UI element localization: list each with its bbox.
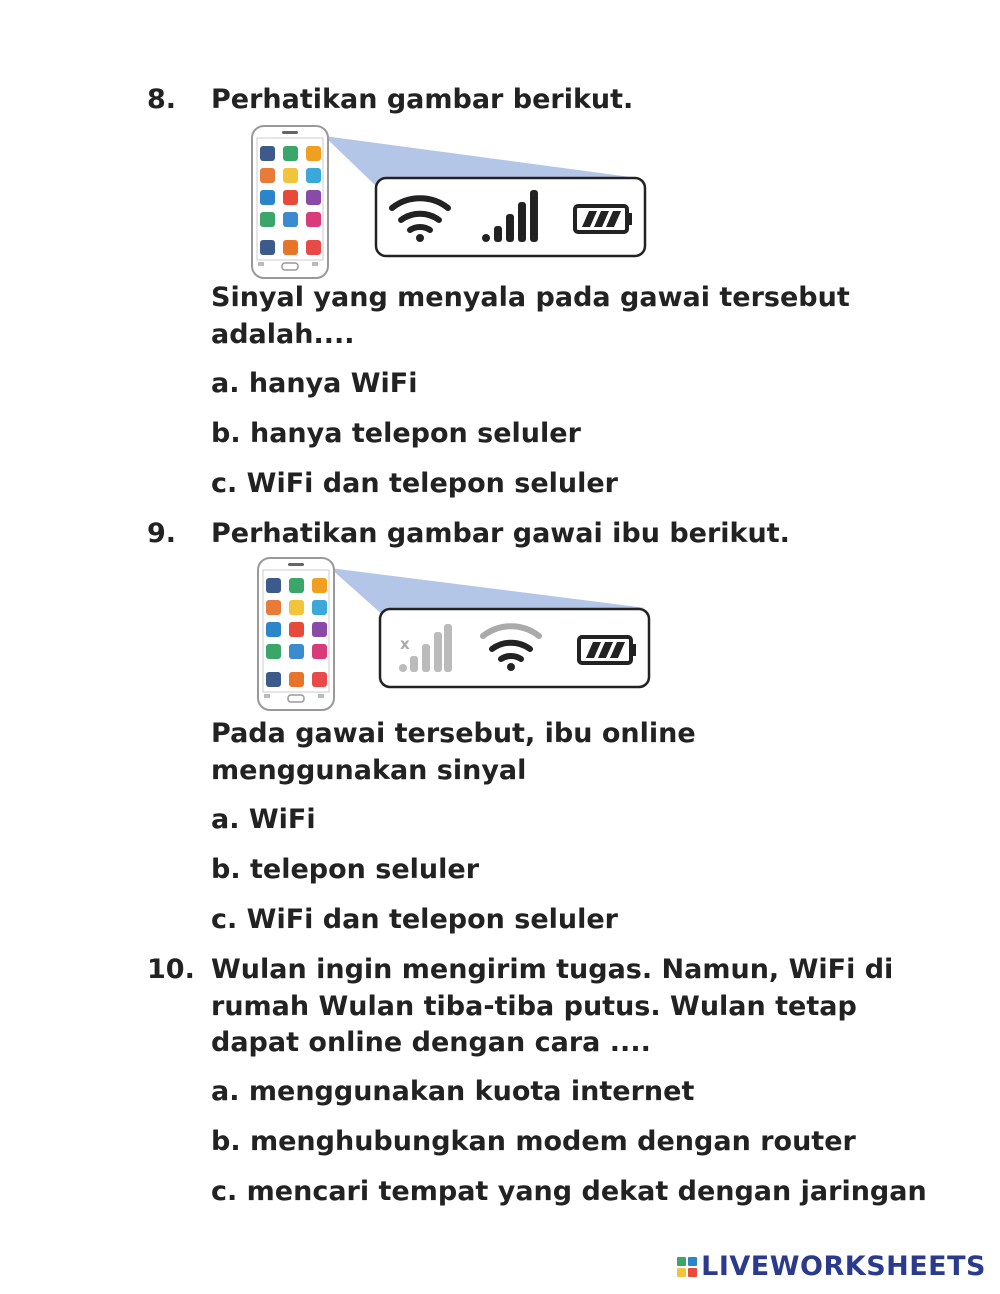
q8-question: Sinyal yang menyala pada gawai tersebut adalah.... [211,282,850,350]
phone-icon [258,558,334,710]
logo-mark-icon [677,1257,697,1277]
q9-phone-illustration [252,554,662,716]
phone-icon [252,126,328,278]
q8-phone-illustration [246,122,656,284]
q9-option-a[interactable]: a. WiFi [211,804,316,835]
q10-number: 10. [147,954,195,985]
q9-option-b[interactable]: b. telepon seluler [211,854,480,885]
q8-prompt: Perhatikan gambar berikut. [211,84,634,115]
q10-option-b[interactable]: b. menghubungkan modem dengan router [211,1126,856,1157]
q10-question: Wulan ingin mengirim tugas. Namun, WiFi di rumah Wulan tiba-tiba putus. Wulan tetap dapat online dengan cara .... [211,954,894,1058]
q9-prompt: Perhatikan gambar gawai ibu berikut. [211,518,790,549]
liveworksheets-logo[interactable] [677,1251,986,1282]
q8-number: 8. [147,84,177,115]
q10-option-a[interactable]: a. menggunakan kuota internet [211,1076,695,1107]
q8-option-b[interactable]: b. hanya telepon seluler [211,418,581,449]
cellular-off-mark: x [400,635,410,653]
q8-option-c[interactable]: c. WiFi dan telepon seluler [211,468,618,499]
q10-option-c[interactable]: c. mencari tempat yang dekat dengan jaringan [211,1176,927,1207]
q9-question: Pada gawai tersebut, ibu online menggunakan sinyal [211,718,696,786]
battery-icon [575,206,632,232]
q9-number: 9. [147,518,177,549]
logo-text: LIVEWORKSHEETS [701,1251,986,1282]
q9-option-c[interactable]: c. WiFi dan telepon seluler [211,904,618,935]
battery-icon [579,637,636,663]
q8-option-a[interactable]: a. hanya WiFi [211,368,418,399]
